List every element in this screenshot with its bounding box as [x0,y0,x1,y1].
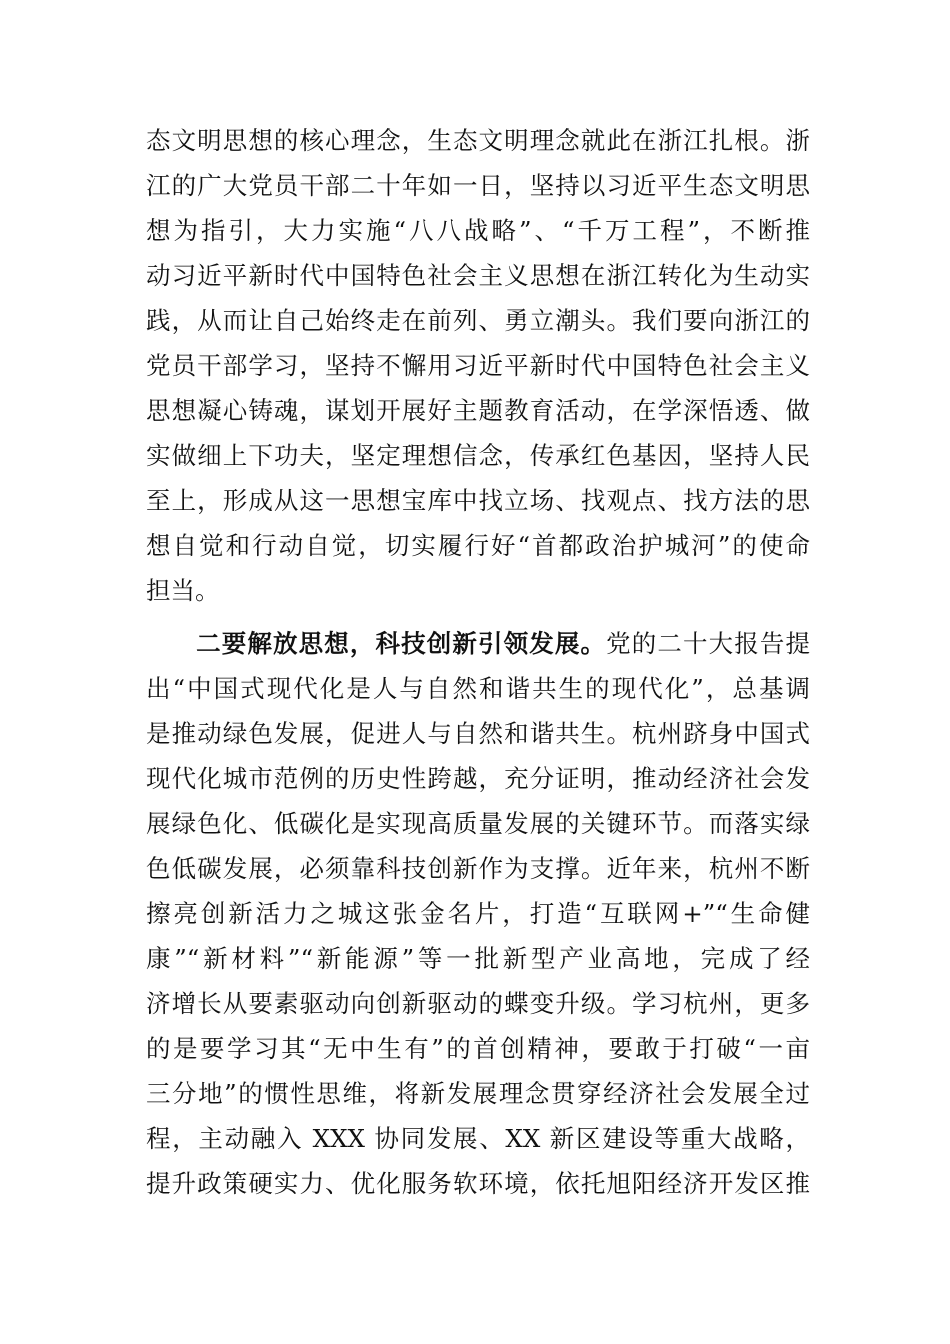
paragraph-1 [146,118,810,613]
text-line: 三分地”的惯性思维，将新发展理念贯穿经济社会发展全过 [146,1079,810,1108]
text-line: 是推动绿色发展，促进人与自然和谐共生。杭州跻身中国式 [146,719,810,748]
section-heading: 二要解放思想，科技创新引领发展。 [195,629,607,658]
text-line: 江的广大党员干部二十年如一日，坚持以习近平生态文明思 [146,171,810,200]
text-line: 党员干部学习，坚持不懈用习近平新时代中国特色社会主义 [146,351,810,380]
text-line: 色低碳发展，必须靠科技创新作为支撑。近年来，杭州不断 [146,854,810,883]
text-line: 济增长从要素驱动向创新驱动的蝶变升级。学习杭州，更多 [146,989,810,1018]
body-text [146,118,810,1206]
text-line: 展绿色化、低碳化是实现高质量发展的关键环节。而落实绿 [146,809,810,838]
text-line: 现代化城市范例的历史性跨越，充分证明，推动经济社会发 [146,764,810,793]
text-line: 想为指引，大力实施“八八战略”、“千万工程”，不断推 [146,216,810,245]
text-line: 提升政策硬实力、优化服务软环境，依托旭阳经济开发区推 [146,1169,810,1198]
text-line: 动习近平新时代中国特色社会主义思想在浙江转化为生动实 [146,261,810,290]
text-line: 践，从而让自己始终走在前列、勇立潮头。我们要向浙江的 [146,306,810,335]
text-line: 想自觉和行动自觉，切实履行好“首都政治护城河”的使命 [146,531,810,560]
text-line: 出“中国式现代化是人与自然和谐共生的现代化”，总基调 [146,674,810,703]
text-line: 康”“新材料”“新能源”等一批新型产业高地，完成了经 [146,944,810,973]
paragraph-first-line [146,621,810,666]
text-line: 程，主动融入 XXX 协同发展、XX 新区建设等重大战略， [146,1124,810,1153]
text-line: 思想凝心铸魂，谋划开展好主题教育活动，在学深悟透、做 [146,396,810,425]
text-line: 实做细上下功夫，坚定理想信念，传承红色基因，坚持人民 [146,441,810,470]
text-line: 的是要学习其“无中生有”的首创精神，要敢于打破“一亩 [146,1034,810,1063]
text-line: 态文明思想的核心理念，生态文明理念就此在浙江扎根。浙 [146,126,810,155]
paragraph-2 [146,621,810,1206]
text-run: 党的二十大报告提 [606,629,810,658]
text-line: 至上，形成从这一思想宝库中找立场、找观点、找方法的思 [146,486,810,515]
text-line: 擦亮创新活力之城这张金名片，打造“互联网+”“生命健 [146,899,810,928]
text-line: 担当。 [146,576,220,605]
